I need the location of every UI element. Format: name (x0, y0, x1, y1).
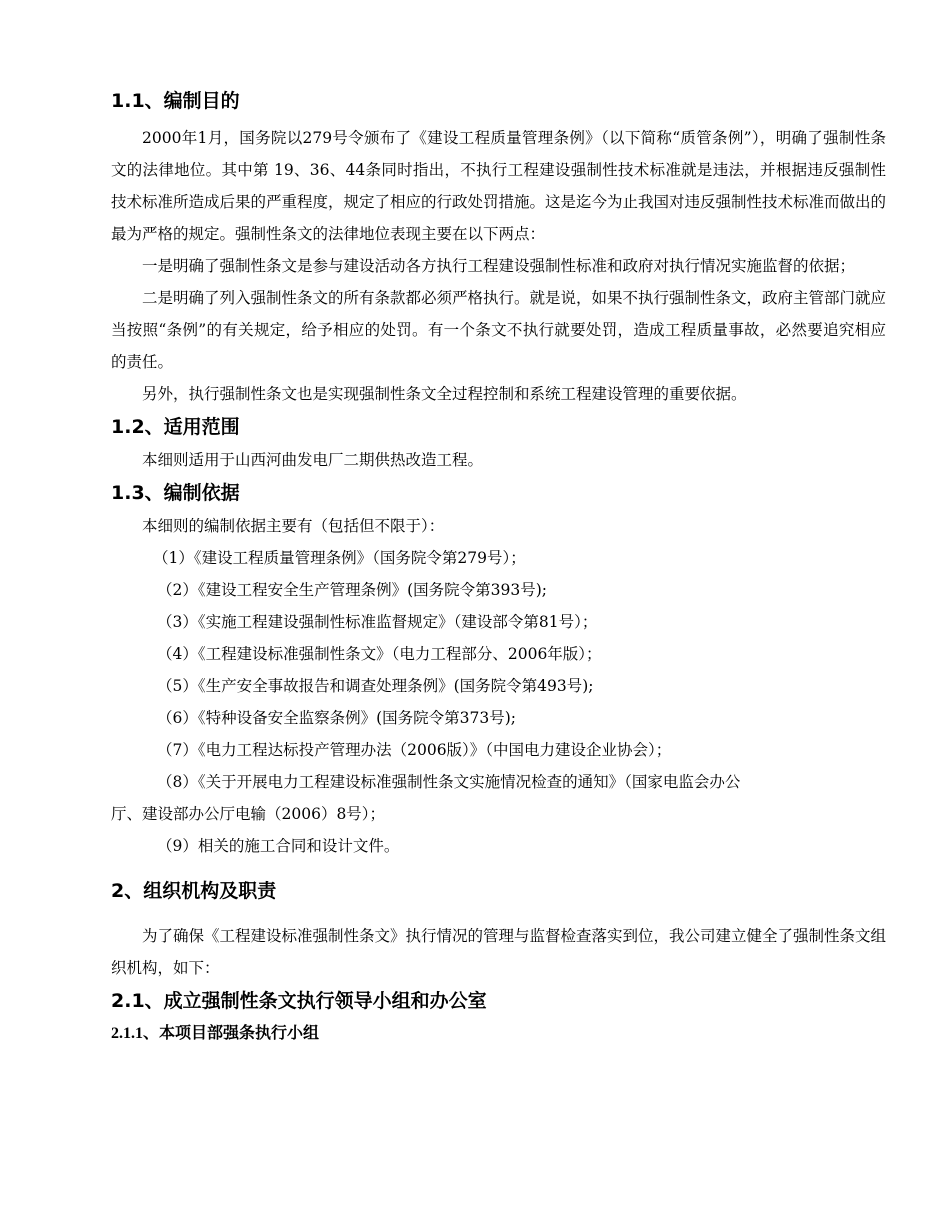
list-item: （4）《工程建设标准强制性条文》（电力工程部分、2006年版）； (157, 645, 602, 663)
list-item: （5）《生产安全事故报告和调查处理条例》(国务院令第493号); (157, 677, 594, 695)
paragraph-point-one: 一是明确了强制性条文是参与建设活动各方执行工程建设强制性标准和政府对执行情况实施监督的依据； (142, 257, 856, 275)
section-heading-2-1-1: 2.1.1、本项目部强条执行小组 (111, 1025, 320, 1042)
paragraph-additionally: 另外，执行强制性条文也是实现强制性条文全过程控制和系统工程建设管理的重要依据。 (142, 385, 747, 403)
paragraph-basis-intro: 本细则的编制依据主要有（包括但不限于）： (142, 517, 445, 535)
list-item: （2）《建设工程安全生产管理条例》(国务院令第393号); (157, 581, 548, 599)
list-item-continuation: 厅、建设部办公厅电输（2006）8号）； (111, 805, 386, 823)
section-heading-1-3: 1.3、编制依据 (111, 482, 240, 504)
list-item: （8）《关于开展电力工程建设标准强制性条文实施情况检查的通知》（国家电监会办公 (157, 773, 741, 791)
paragraph-point-two: 二是明确了列入强制性条文的所有条款都必须严格执行。就是说，如果不执行强制性条文，政府主管部门就应当按照“条例”的有关规定，给予相应的处罚。有一个条文不执行就要处罚，造成工程质量事故，必然要追究相应的责任。 (111, 289, 887, 371)
list-item: （3）《实施工程建设强制性标准监督规定》（建设部令第81号）； (157, 613, 598, 631)
paragraph-purpose-intro: 2000年1月，国务院以279号令颁布了《建设工程质量管理条例》（以下简称“质管条例”），明确了强制性条文的法律地位。其中第 19、36、44条同时指出，不执行工程建设强制性技术标准就是违法，并根据违反强制性技术标准所造成后果的严重程度，规定了相应的行政处罚措施。这是迄今为止我国对违反强制性技术标准而做出的最为严格的规定。强制性条文的法律地位表现主要在以下两点： (111, 129, 887, 243)
section-heading-1-2: 1.2、适用范围 (111, 416, 240, 438)
section-heading-1-1: 1.1、编制目的 (111, 90, 240, 112)
section-heading-2-1: 2.1、成立强制性条文执行领导小组和办公室 (111, 990, 487, 1012)
section-heading-2: 2、组织机构及职责 (111, 880, 277, 902)
list-item: （1）《建设工程质量管理条例》（国务院令第279号）； (153, 549, 526, 567)
list-item: （6）《特种设备安全监察条例》(国务院令第373号); (157, 709, 517, 727)
paragraph-scope: 本细则适用于山西河曲发电厂二期供热改造工程。 (142, 451, 484, 469)
paragraph-organization: 为了确保《工程建设标准强制性条文》执行情况的管理与监督检查落实到位，我公司建立健全了强制性条文组织机构，如下： (111, 927, 887, 977)
document-page (111, 84, 886, 1050)
list-item: （7）《电力工程达标投产管理办法（2006版）》（中国电力建设企业协会）； (157, 741, 672, 759)
list-item: （9）相关的施工合同和设计文件。 (157, 837, 400, 855)
